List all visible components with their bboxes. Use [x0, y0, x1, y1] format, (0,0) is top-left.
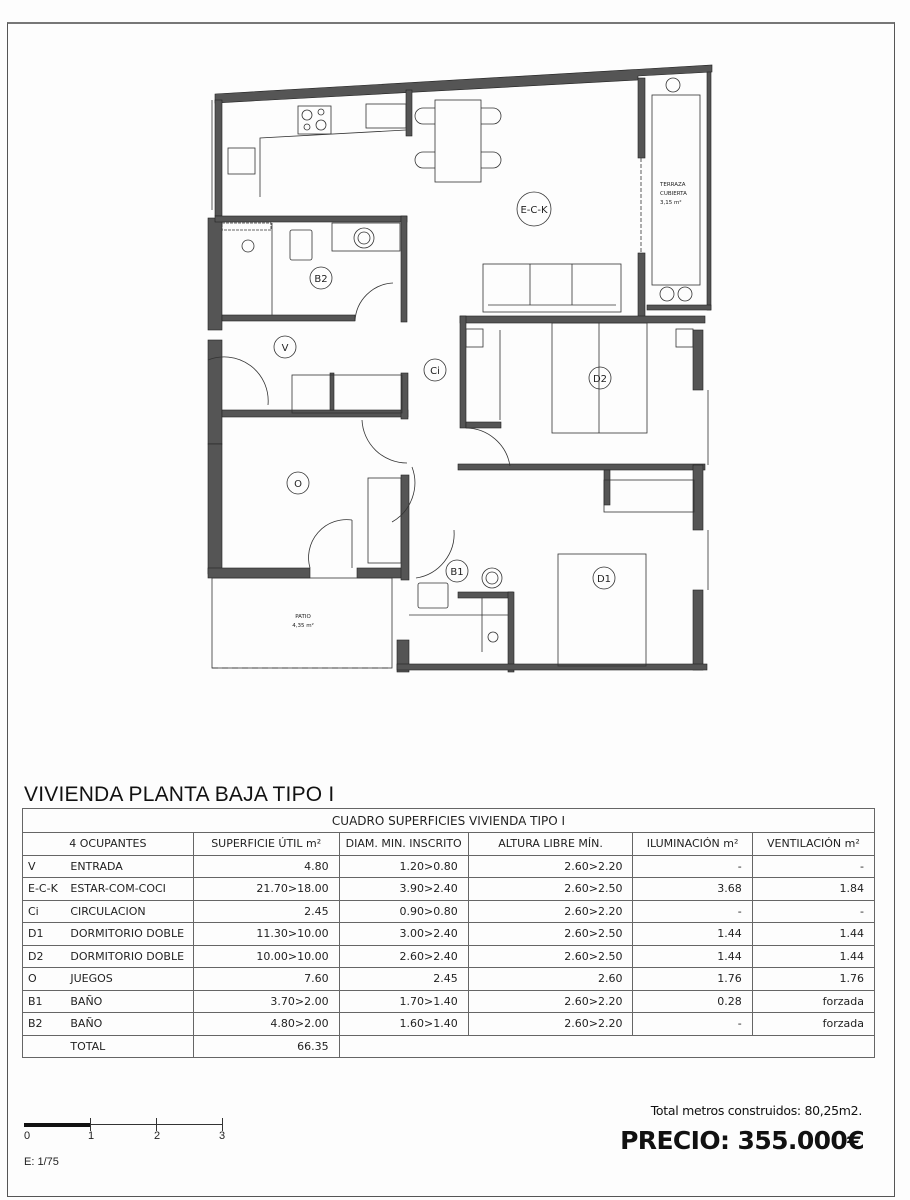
room-label-eck: E-C-K — [520, 205, 548, 216]
terraza-label-2: CUBIERTA — [660, 191, 687, 197]
table-row: D1 DORMITORIO DOBLE 11.30>10.00 3.00>2.40 2.60>2.50 1.44 1.44 — [23, 923, 875, 946]
built-area-text: Total metros construidos: 80,25m2. — [650, 1103, 862, 1118]
scale-tick-0: 0 — [24, 1130, 31, 1142]
scale-tick-1: 1 — [88, 1130, 95, 1142]
stove-icon — [298, 106, 331, 134]
scale-tick-3: 3 — [219, 1130, 226, 1142]
scale-ratio: E: 1/75 — [24, 1156, 59, 1168]
dining-table-icon — [435, 100, 481, 182]
terraza-label: TERRAZA — [660, 182, 686, 188]
patio-area: 4,35 m² — [292, 623, 314, 629]
terraza-area: 3,15 m² — [660, 200, 682, 206]
table-caption: CUADRO SUPERFICIES VIVIENDA TIPO I — [23, 809, 875, 833]
plant-icon — [666, 78, 680, 92]
scale-tick-2: 2 — [154, 1130, 161, 1142]
wall-top — [215, 65, 712, 103]
room-label-d1: D1 — [596, 574, 612, 585]
table-row: O JUEGOS 7.60 2.45 2.60 1.76 1.76 — [23, 968, 875, 991]
room-label-v: V — [281, 343, 289, 354]
scale-bar — [24, 1118, 224, 1178]
table-row: V ENTRADA 4.80 1.20>0.80 2.60>2.20 - - — [23, 855, 875, 878]
table-row: Ci CIRCULACION 2.45 0.90>0.80 2.60>2.20 - - — [23, 900, 875, 923]
room-label-b1: B1 — [450, 567, 464, 578]
table-total-row: TOTAL 66.35 — [23, 1035, 875, 1058]
wall-left-upper — [215, 100, 222, 216]
header-altura: ALTURA LIBRE MÍN. — [468, 833, 633, 856]
table-row: B2 BAÑO 4.80>2.00 1.60>1.40 2.60>2.20 - forzada — [23, 1013, 875, 1036]
header-iluminacion: ILUMINACIÓN m² — [633, 833, 752, 856]
sink-icon — [354, 228, 374, 248]
surfaces-table — [22, 808, 875, 1058]
header-occupants: 4 OCUPANTES — [23, 833, 194, 856]
price-text: PRECIO: 355.000€ — [620, 1126, 864, 1155]
room-label-d2: D2 — [592, 374, 608, 385]
header-ventilacion: VENTILACIÓN m² — [752, 833, 874, 856]
room-label-o: O — [294, 479, 302, 490]
table-row: E-C-K ESTAR-COM-COCI 21.70>18.00 3.90>2.40 2.60>2.50 3.68 1.84 — [23, 878, 875, 901]
page-title: VIVIENDA PLANTA BAJA TIPO I — [24, 783, 335, 806]
bed-icon-d1 — [558, 554, 646, 666]
wall-eck-right — [638, 78, 645, 158]
table-row: B1 BAÑO 3.70>2.00 1.70>1.40 2.60>2.20 0.28 forzada — [23, 990, 875, 1013]
table-row: D2 DORMITORIO DOBLE 10.00>10.00 2.60>2.40 2.60>2.50 1.44 1.44 — [23, 945, 875, 968]
patio-label: PATIO — [295, 614, 311, 620]
room-label-b2: B2 — [314, 274, 328, 285]
floor-plan — [200, 60, 720, 680]
header-diam: DIAM. MIN. INSCRITO — [339, 833, 468, 856]
header-superficie: SUPERFICIE ÚTIL m² — [193, 833, 339, 856]
room-label-ci: Ci — [430, 366, 440, 377]
